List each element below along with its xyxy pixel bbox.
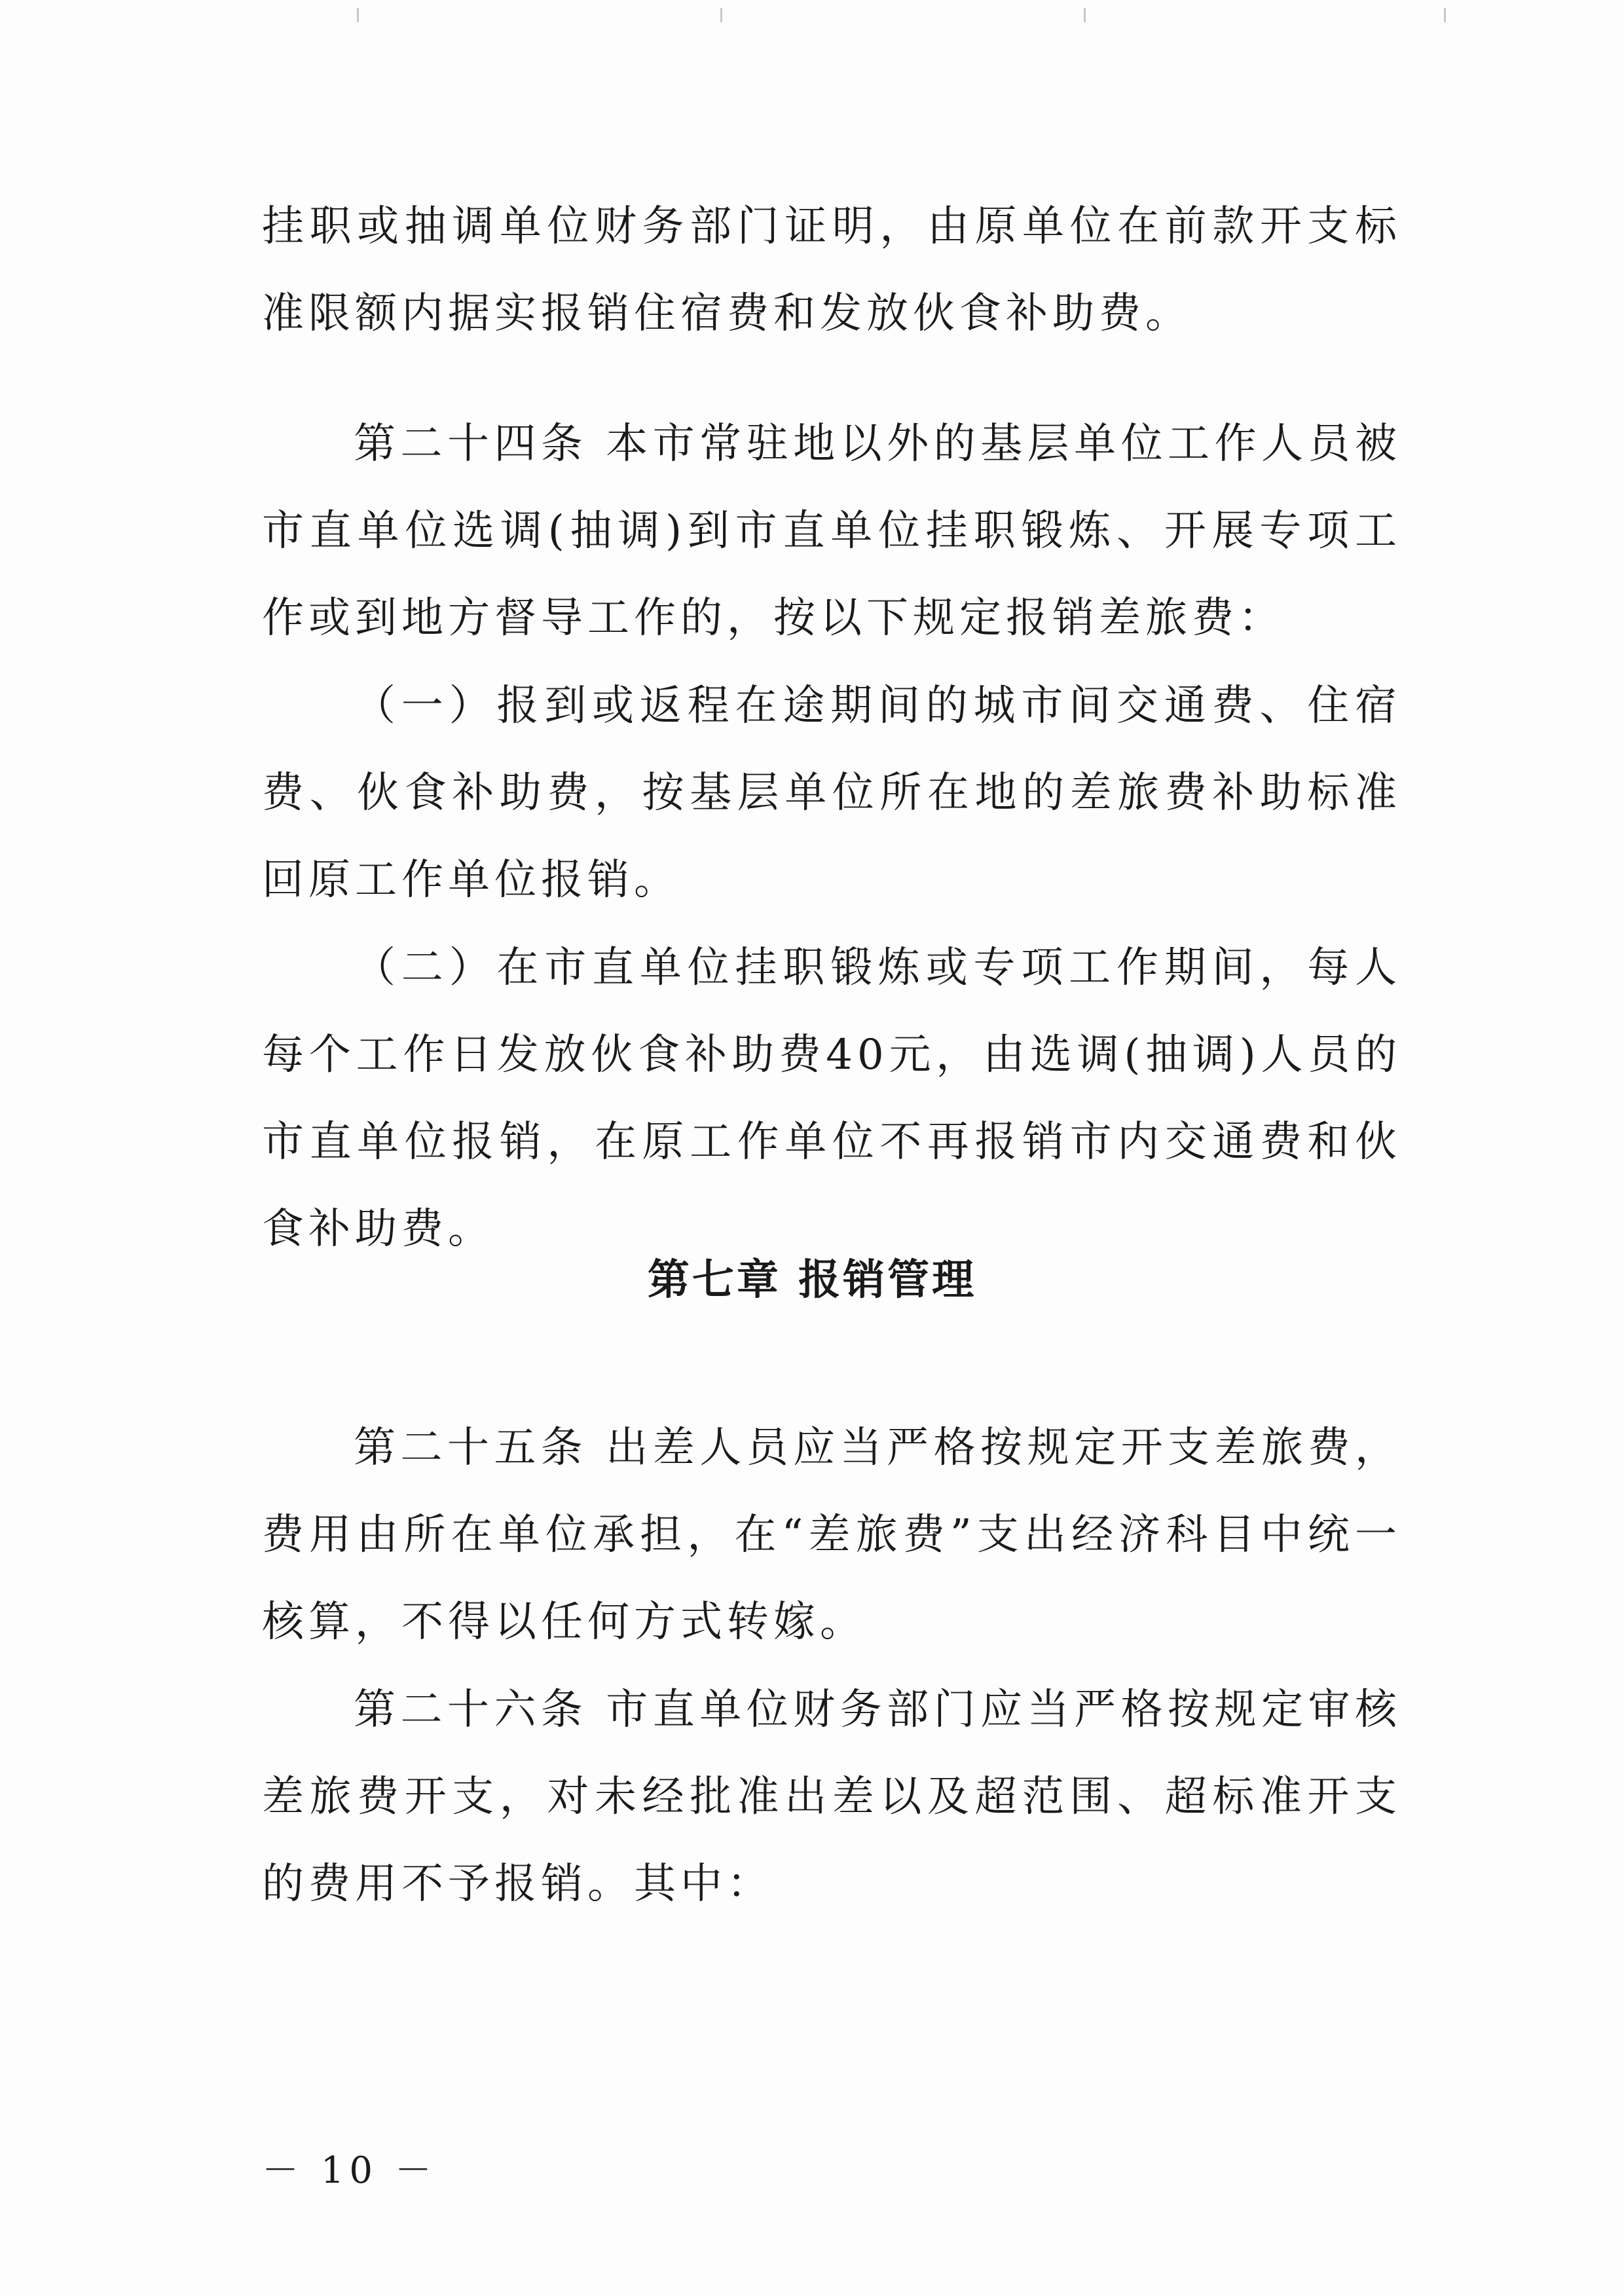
- scan-mark: [357, 8, 359, 22]
- scan-mark: [720, 8, 722, 22]
- article-24: 第二十四条 本市常驻地以外的基层单位工作人员被市直单位选调(抽调)到市直单位挂职锻炼、开展专项工作或到地方督导工作的，按以下规定报销差旅费：: [262, 420, 1401, 642]
- scan-mark: [1084, 8, 1086, 22]
- article-25: 第二十五条 出差人员应当严格按规定开支差旅费，费用由所在单位承担，在“差旅费”支出经济科目中统一核算，不得以任何方式转嫁。: [262, 1424, 1401, 1646]
- article-24-item-2: （二）在市直单位挂职锻炼或专项工作期间，每人每个工作日发放伙食补助费40元，由选调(抽调)人员的市直单位报销，在原工作单位不再报销市内交通费和伙食补助费。: [262, 944, 1401, 1253]
- chapter-title: 第七章 报销管理: [647, 1256, 977, 1305]
- paragraph-continuation: 挂职或抽调单位财务部门证明，由原单位在前款开支标准限额内据实报销住宿费和发放伙食补助费。: [262, 202, 1401, 338]
- page-number: － 10 －: [262, 2149, 437, 2192]
- article-26: 第二十六条 市直单位财务部门应当严格按规定审核差旅费开支，对未经批准出差以及超范围、超标准开支的费用不予报销。其中：: [262, 1686, 1401, 1908]
- article-24-item-1: （一）报到或返程在途期间的城市间交通费、住宿费、伙食补助费，按基层单位所在地的差旅费补助标准回原工作单位报销。: [262, 682, 1401, 904]
- scan-mark: [1444, 8, 1446, 22]
